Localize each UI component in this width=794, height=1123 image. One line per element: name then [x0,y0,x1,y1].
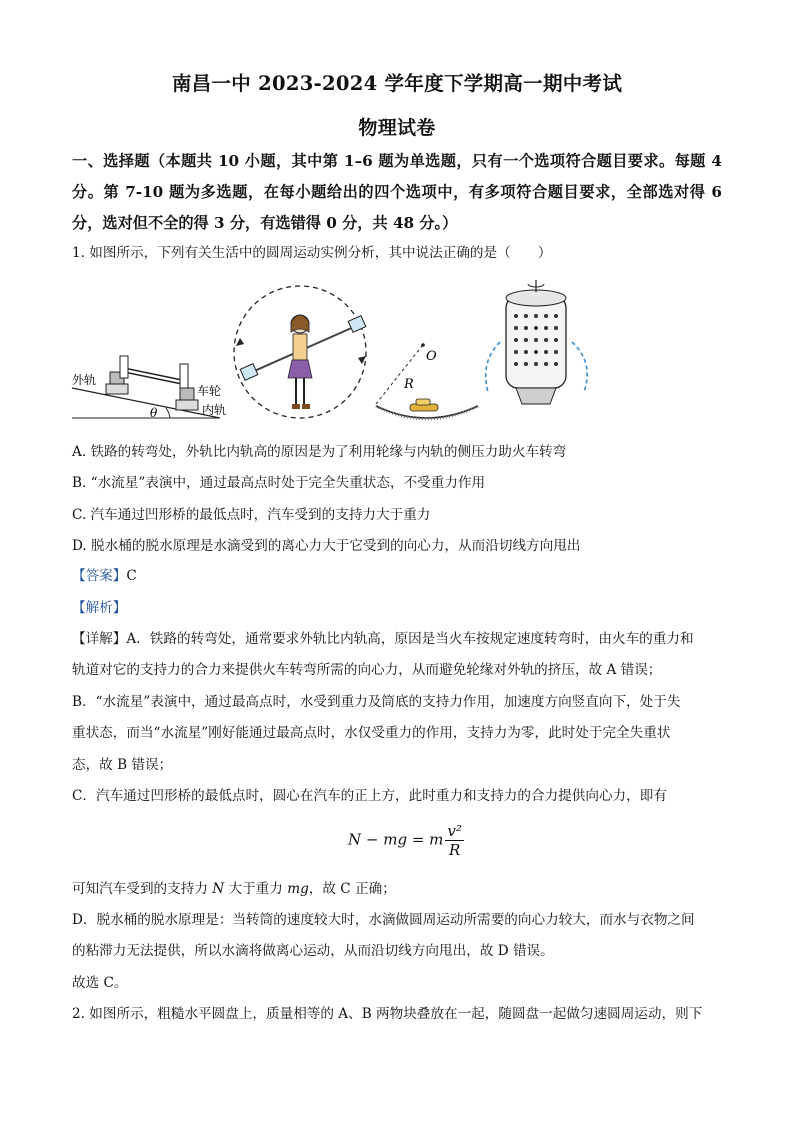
analysis-tag: 【解析】 [72,600,127,616]
detail-line-2: 轨道对它的支持力的合力来提供火车转弯所需的向心力，从而避免轮缘对外轨的挤压，故 A 错误； [72,662,662,678]
theta-label: θ [150,406,158,420]
exam-subtitle: 物理试卷 [358,117,436,139]
after-formula-mid: 大于重力 [224,881,288,897]
detail-tag: 【详解】 [72,631,127,647]
railway-diagram [72,356,226,420]
outer-rail-label: 外轨 [72,373,97,387]
centripetal-formula [348,822,464,859]
detail-text-1: A．铁路的转弯处，通常要求外轨比内轨高，原因是当火车按规定速度转弯时，由火车的重力和 [126,631,694,647]
option-c: C. 汽车通过凹形桥的最低点时，汽车受到的支持力大于重力 [72,507,431,523]
d-line-2: 的粘滞力无法提供，所以水滴将做离心运动，从而沿切线方向甩出，故 D 错误。 [72,943,554,959]
radius-r-label: R [404,377,414,392]
detail-line-6: C．汽车通过凹形桥的最低点时，圆心在汽车的正上方，此时重力和支持力的合力提供向心力，即有 [72,788,667,804]
section-line-3: 分，选对但不全的得 3 分，有选错得 0 分，共 48 分。） [72,214,458,232]
formula-fraction [445,822,464,859]
symbol-n: N [212,881,225,897]
detail-line-3: B．“水流星”表演中，通过最高点时，水受到重力及筒底的支持力作用，加速度方向竖直向下，处于失 [72,694,681,710]
section-line-1: 一、选择题（本题共 10 小题，其中第 1–6 题为单选题，只有一个选项符合题目要求。每题 4 [72,152,722,170]
section-line-2: 分。第 7-10 题为多选题，在每小题给出的四个选项中，有多项符合题目要求，全部选对得 6 [72,183,722,201]
conclusion-line: 故选 C。 [72,975,128,991]
after-formula-post: ，故 C 正确； [308,881,396,897]
symbol-mg: mg [287,881,309,897]
exam-title: 南昌一中 2023-2024 学年度下学期高一期中考试 [171,72,623,95]
d-line-1: D．脱水桶的脱水原理是：当转筒的速度较大时，水滴做圆周运动所需要的向心力较大，而水与衣物之间 [72,912,695,928]
water-meteor-diagram [234,286,366,418]
detail-line-1 [72,630,722,648]
question-1-stem: 1. 如图所示，下列有关生活中的圆周运动实例分析，其中说法正确的是（ ） [72,245,552,261]
after-formula-pre: 可知汽车受到的支持力 [72,881,213,897]
after-formula-line [72,880,722,898]
center-o-label: O [426,349,437,364]
spin-dryer-diagram [486,280,587,404]
formula-numerator: v² [447,822,462,840]
formula-denominator: R [448,841,461,859]
concave-bridge-diagram [376,343,478,419]
detail-line-4: 重状态，而当“水流星”刚好能通过最高点时，水仅受重力的作用，支持力为零，此时处于完全失重状 [72,725,671,741]
answer-value: C [126,568,137,584]
option-b: B. “水流星”表演中，通过最高点时处于完全失重状态，不受重力作用 [72,475,486,491]
section-instructions [72,146,722,239]
detail-line-5: 态，故 B 错误； [72,757,173,773]
wheel-label: 车轮 [197,384,222,398]
question-2-stem: 2. 如图所示，粗糙水平圆盘上，质量相等的 A、B 两物块叠放在一起，随圆盘一起做匀速圆周运动，则下 [72,1006,703,1022]
question-1-figure [70,280,610,430]
inner-rail-label: 内轨 [202,403,227,417]
answer-line [72,567,722,585]
option-a: A. 铁路的转弯处，外轨比内轨高的原因是为了利用轮缘与内轨的侧压力助火车转弯 [72,444,567,460]
answer-tag: 【答案】 [72,568,127,584]
formula-lhs: N − mg = m [348,830,444,849]
option-d: D. 脱水桶的脱水原理是水滴受到的离心力大于它受到的向心力，从而沿切线方向甩出 [72,538,581,554]
